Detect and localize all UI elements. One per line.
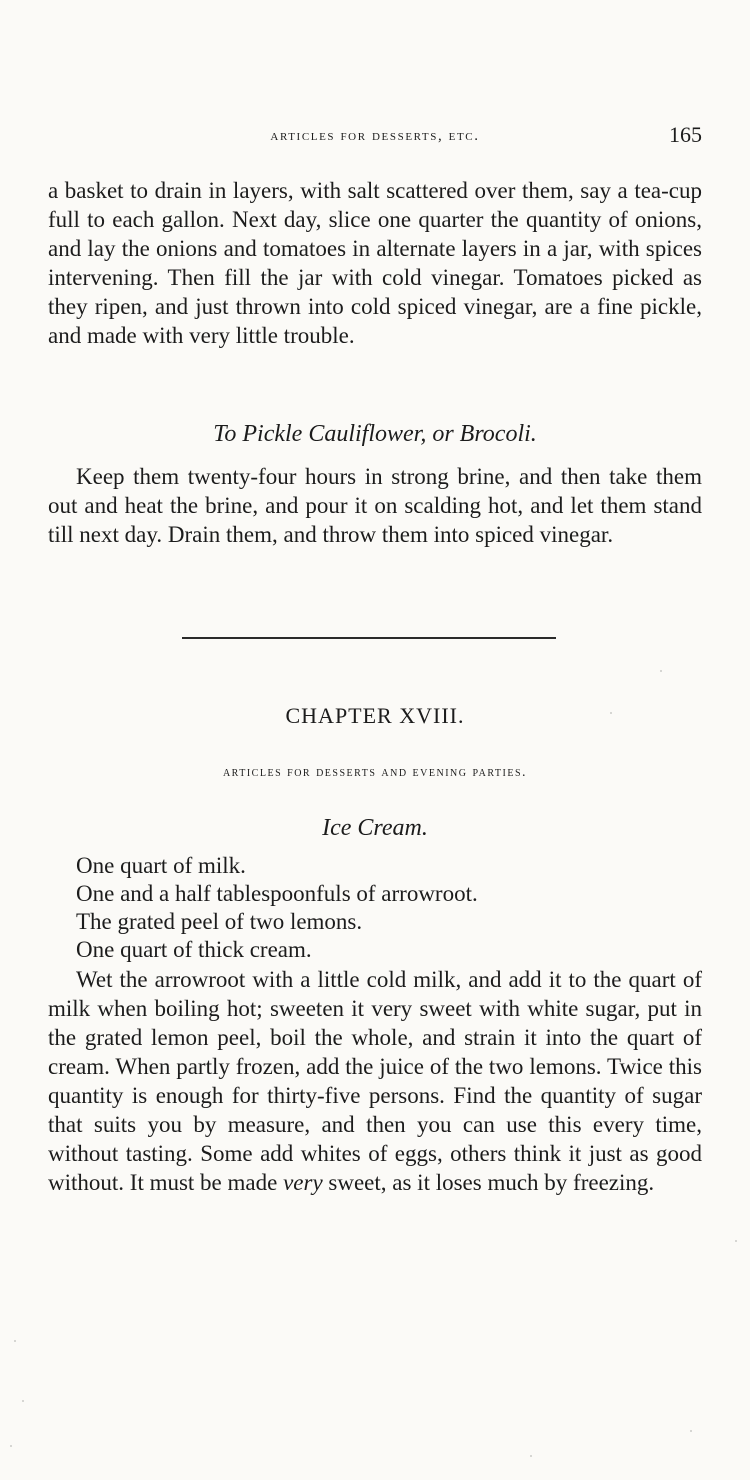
ingredient-item: One and a half tablespoonfuls of arrowroot. xyxy=(76,881,478,906)
paper-speck xyxy=(10,1445,12,1447)
ingredient-list xyxy=(76,852,702,964)
ingredient-item: The grated peel of two lemons. xyxy=(76,909,363,934)
recipe-title-cauliflower: To Pickle Cauliflower, or Brocoli. xyxy=(213,421,537,447)
recipe-title-ice-cream: Ice Cream. xyxy=(322,815,428,841)
recipe-text-ice-cream-start: Wet the arrowroot with a little cold milk, and add it to the quart of milk when boiling hot; sweeten it very sweet with white sugar, put in the grated lemon peel, boil the whole, and strain it into the quart of cream. When partly frozen, add the juice of the two lemons. Twice this quantity is enough for thirty-five persons. Find the quantity of sugar that suits you by measure, and then you can use this every time, without tasting. Some add whites of eggs, others think it just as good without. It must be made xyxy=(48,967,702,1195)
paper-speck xyxy=(22,1400,24,1402)
recipe-text-ice-cream-end: sweet, as it loses much by freezing. xyxy=(322,1170,655,1195)
running-head xyxy=(48,122,702,152)
paper-speck xyxy=(14,1340,16,1342)
recipe-text-ice-cream xyxy=(48,965,702,1197)
recipe-text-cauliflower: Keep them twenty-four hours in strong brine, and then take them out and heat the brine, and pour it on scalding hot, and let them stand till next day. Drain them, and throw them into spiced vinegar. xyxy=(48,464,702,547)
section-divider xyxy=(182,637,556,639)
chapter-subtitle: articles for desserts and evening parties. xyxy=(222,765,528,780)
running-title: articles for desserts, etc. xyxy=(270,128,480,144)
page-number: 165 xyxy=(669,122,702,147)
ingredient-item: One quart of milk. xyxy=(76,853,246,878)
paper-speck xyxy=(690,1430,692,1432)
emphasis-word: very xyxy=(283,1170,323,1195)
paper-speck xyxy=(660,670,662,672)
ingredient-item: One quart of thick cream. xyxy=(76,937,312,962)
paper-speck xyxy=(530,1455,532,1457)
chapter-heading: CHAPTER XVIII. xyxy=(285,703,465,728)
paper-speck xyxy=(735,1240,737,1242)
continued-paragraph: a basket to drain in layers, with salt scattered over them, say a tea-cup full to each gallon. Next day, slice one quarter the quantity of onions, and lay the onions and tomatoes in alternate layers in a jar, with spices intervening. Then fill the jar with cold vinegar. Tomatoes picked as they ripen, and just thrown into cold spiced vinegar, are a fine pickle, and made with very little trouble. xyxy=(48,178,702,348)
paper-speck xyxy=(610,712,612,714)
